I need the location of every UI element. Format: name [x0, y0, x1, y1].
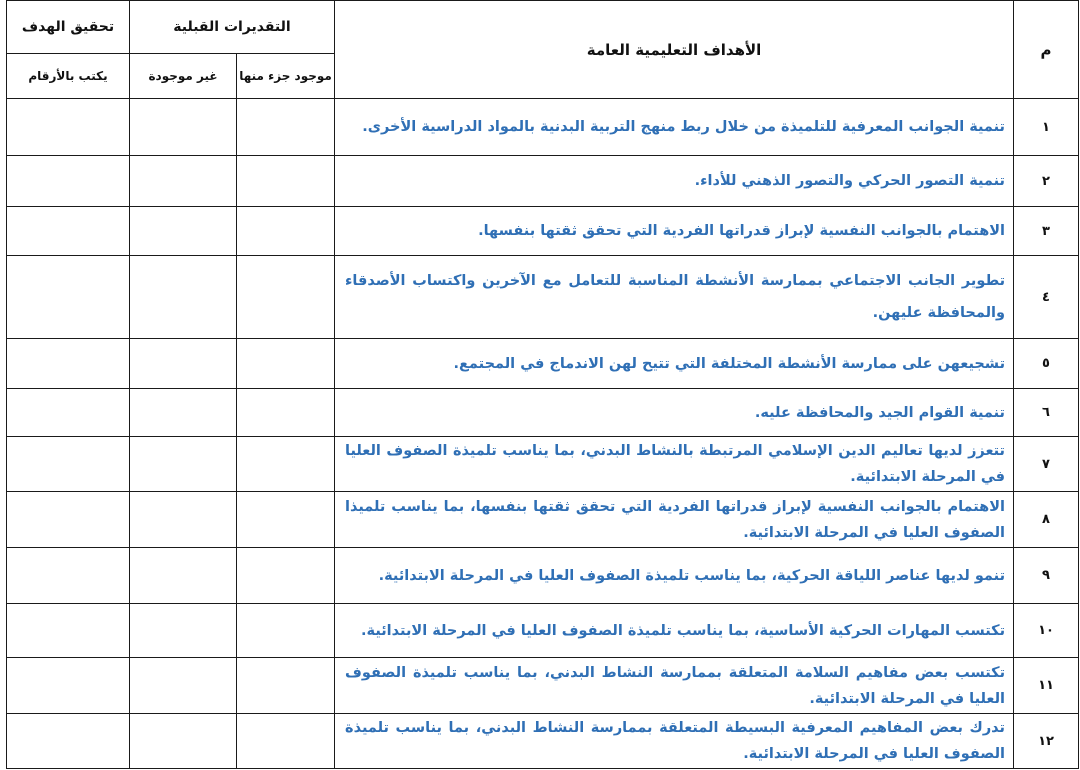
row-number: ٣: [1014, 207, 1079, 256]
not-present-cell[interactable]: [130, 437, 237, 492]
goal-text: تطوير الجانب الاجتماعي بممارسة الأنشطة المناسبة للتعامل مع الآخرين واكتساب الأصدقاء والمحافظة عليهن.: [335, 256, 1014, 339]
goals-table: [6, 0, 1079, 769]
goal-text: تنمية الجوانب المعرفية للتلميذة من خلال ربط منهج التربية البدنية بالمواد الدراسية الأخرى.: [335, 99, 1014, 156]
not-present-cell[interactable]: [130, 604, 237, 658]
row-number: ١١: [1014, 658, 1079, 714]
not-present-cell[interactable]: [130, 389, 237, 437]
not-present-cell[interactable]: [130, 658, 237, 714]
row-number: ١٠: [1014, 604, 1079, 658]
row-number: ٧: [1014, 437, 1079, 492]
partially-present-header: موجود جزء منها: [237, 54, 335, 99]
achievement-cell[interactable]: [7, 207, 130, 256]
goal-achievement-header: تحقيق الهدف: [7, 1, 130, 54]
not-present-cell[interactable]: [130, 256, 237, 339]
header-row-top: [7, 1, 1079, 54]
goal-text: تنمية القوام الجيد والمحافظة عليه.: [335, 389, 1014, 437]
goal-text: تكتسب المهارات الحركية الأساسية، بما يناسب تلميذة الصفوف العليا في المرحلة الابتدائية.: [335, 604, 1014, 658]
table-row: [7, 389, 1079, 437]
not-present-cell[interactable]: [130, 492, 237, 548]
row-number: ٥: [1014, 339, 1079, 389]
not-present-cell[interactable]: [130, 548, 237, 604]
goal-text: الاهتمام بالجوانب النفسية لإبراز قدراتها الفردية التي تحقق ثقتها بنفسها، بما يناسب تلميذا الصفوف العليا في المرحلة الابتدائية.: [335, 492, 1014, 548]
table-row: [7, 256, 1079, 339]
row-number: ١٢: [1014, 714, 1079, 769]
not-present-cell[interactable]: [130, 156, 237, 207]
table-row: [7, 339, 1079, 389]
partially-present-cell[interactable]: [237, 437, 335, 492]
table-row: [7, 207, 1079, 256]
partially-present-cell[interactable]: [237, 256, 335, 339]
goal-text: تنمو لديها عناصر اللياقة الحركية، بما يناسب تلميذة الصفوف العليا في المرحلة الابتدائية.: [335, 548, 1014, 604]
achievement-cell[interactable]: [7, 604, 130, 658]
row-number: ١: [1014, 99, 1079, 156]
partially-present-cell[interactable]: [237, 548, 335, 604]
row-number: ٦: [1014, 389, 1079, 437]
table-row: [7, 658, 1079, 714]
achievement-cell[interactable]: [7, 339, 130, 389]
table-row: [7, 548, 1079, 604]
partially-present-cell[interactable]: [237, 207, 335, 256]
table-row: [7, 156, 1079, 207]
partially-present-cell[interactable]: [237, 714, 335, 769]
achievement-cell[interactable]: [7, 256, 130, 339]
partially-present-cell[interactable]: [237, 658, 335, 714]
goal-text: تدرك بعض المفاهيم المعرفية البسيطة المتعلقة بممارسة النشاط البدني، بما يناسب تلميذة الصفوف العليا في المرحلة الابتدائية.: [335, 714, 1014, 769]
goal-text: تتعزز لديها تعاليم الدين الإسلامي المرتبطة بالنشاط البدني، بما يناسب تلميذة الصفوف العليا في المرحلة الابتدائية.: [335, 437, 1014, 492]
goal-text: الاهتمام بالجوانب النفسية لإبراز قدراتها الفردية التي تحقق ثقتها بنفسها.: [335, 207, 1014, 256]
partially-present-cell[interactable]: [237, 99, 335, 156]
achievement-cell[interactable]: [7, 548, 130, 604]
partially-present-cell[interactable]: [237, 389, 335, 437]
achievement-cell[interactable]: [7, 658, 130, 714]
written-in-numbers-header: يكتب بالأرقام: [7, 54, 130, 99]
row-number: ٤: [1014, 256, 1079, 339]
achievement-cell[interactable]: [7, 389, 130, 437]
goal-text: تكتسب بعض مفاهيم السلامة المتعلقة بممارسة النشاط البدني، بما يناسب تلميذة الصفوف العليا في المرحلة الابتدائية.: [335, 658, 1014, 714]
table-row: [7, 99, 1079, 156]
achievement-cell[interactable]: [7, 714, 130, 769]
table-row: [7, 714, 1079, 769]
partially-present-cell[interactable]: [237, 492, 335, 548]
goals-column-header: الأهداف التعليمية العامة: [335, 1, 1014, 99]
table-row: [7, 437, 1079, 492]
not-present-cell[interactable]: [130, 714, 237, 769]
table-row: [7, 604, 1079, 658]
not-present-cell[interactable]: [130, 207, 237, 256]
not-present-header: غير موجودة: [130, 54, 237, 99]
partially-present-cell[interactable]: [237, 604, 335, 658]
achievement-cell[interactable]: [7, 156, 130, 207]
row-number: ٨: [1014, 492, 1079, 548]
not-present-cell[interactable]: [130, 339, 237, 389]
not-present-cell[interactable]: [130, 99, 237, 156]
prior-estimates-header: التقديرات القبلية: [130, 1, 335, 54]
achievement-cell[interactable]: [7, 99, 130, 156]
number-column-header: م: [1014, 1, 1079, 99]
row-number: ٩: [1014, 548, 1079, 604]
achievement-cell[interactable]: [7, 492, 130, 548]
row-number: ٢: [1014, 156, 1079, 207]
partially-present-cell[interactable]: [237, 339, 335, 389]
achievement-cell[interactable]: [7, 437, 130, 492]
goal-text: تنمية التصور الحركي والتصور الذهني للأداء.: [335, 156, 1014, 207]
goal-text: تشجيعهن على ممارسة الأنشطة المختلفة التي تتيح لهن الاندماج في المجتمع.: [335, 339, 1014, 389]
table-row: [7, 492, 1079, 548]
partially-present-cell[interactable]: [237, 156, 335, 207]
